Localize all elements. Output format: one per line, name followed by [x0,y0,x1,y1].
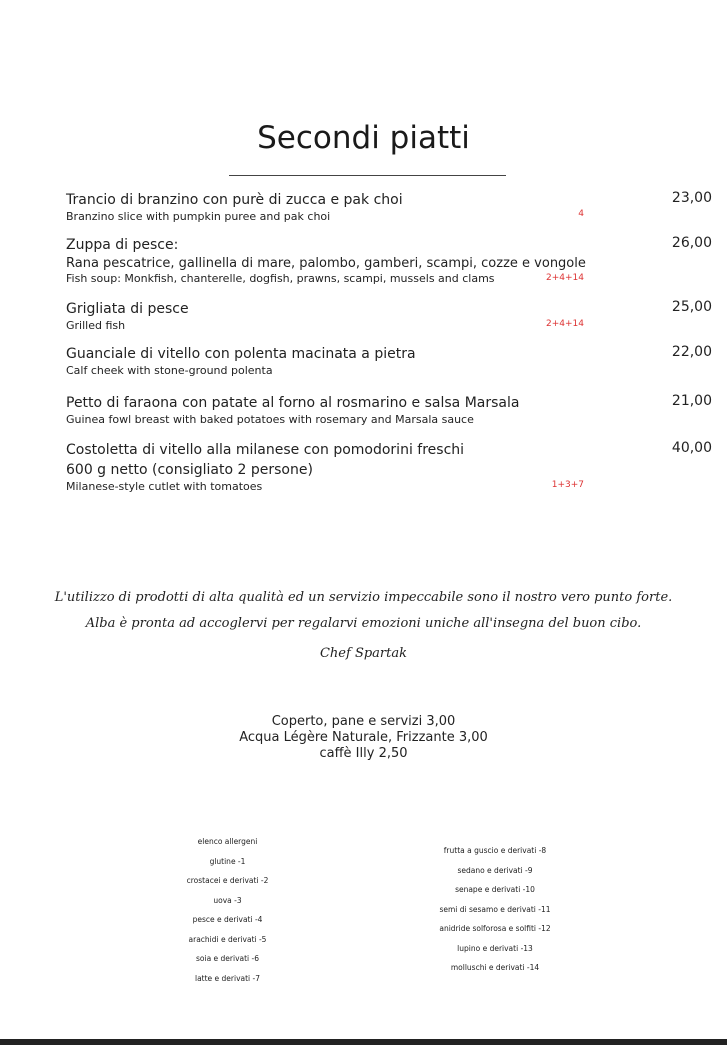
allergen-entry: crostacei e derivati -2 [186,876,269,885]
allergen-entry: lupino e derivati -13 [457,943,533,953]
menu-item [66,190,712,224]
allergen-entry: sedano e derivati -9 [457,865,533,875]
allergen-list-left [160,837,295,993]
chef-signature: Chef Spartak [319,646,407,661]
service-info [0,714,727,762]
item-desc: Milanese-style cutlet with tomatoes [66,480,263,493]
item-desc: Calf cheek with stone-ground polenta [66,364,273,377]
item-desc: Fish soup: Monkfish, chanterelle, dogfish, prawns, scampi, mussels and clams [66,272,495,285]
item-price: 26,00 [671,235,712,251]
item-name: Trancio di branzino con purè di zucca e pak choi [66,192,403,208]
menu-item [66,344,712,378]
allergen-list-right [420,846,570,983]
item-desc: Branzino slice with pumpkin puree and pak choi [66,210,331,223]
allergen-entry: semi di sesamo e derivati -11 [439,904,551,914]
item-name-detail: Rana pescatrice, gallinella di mare, palombo, gamberi, scampi, cozze e vongole [66,256,586,271]
item-allergens: 4 [578,209,584,219]
item-price: 25,00 [671,299,712,315]
water-price: Acqua Légère Naturale, Frizzante 3,00 [239,730,488,745]
allergen-entry: senape e derivati -10 [455,885,535,894]
cover-charge: Coperto, pane e servizi 3,00 [271,714,456,729]
bottom-bar [0,1039,727,1045]
item-allergens: 2+4+14 [546,273,584,283]
item-price: 40,00 [671,440,712,456]
item-allergens: 1+3+7 [551,480,584,490]
item-name: Zuppa di pesce: [66,237,179,253]
item-name-detail: 600 g netto (consigliato 2 persone) [66,462,313,478]
allergen-entry: anidride solforosa e solfiti -12 [439,924,551,933]
item-allergens: 2+4+14 [546,319,584,329]
allergen-entry: arachidi e derivati -5 [188,934,267,944]
allergen-entry: soia e derivati -6 [195,954,260,963]
item-name: Petto di faraona con patate al forno al rosmarino e salsa Marsala [66,395,520,411]
item-name: Costoletta di vitello alla milanese con pomodorini freschi [66,442,465,458]
allergen-entry: glutine -1 [209,856,246,866]
item-name: Guanciale di vitello con polenta macinata a pietra [66,346,416,362]
coffee-price: caffè Illy 2,50 [319,746,408,761]
allergen-entry: uova -3 [213,895,242,905]
menu-item [66,393,712,427]
item-price: 21,00 [671,393,712,409]
menu-item [66,440,712,494]
allergen-entry: pesce e derivati -4 [192,915,263,924]
allergen-entry: molluschi e derivati -14 [450,963,540,972]
quote-line: L'utilizzo di prodotti di alta qualità ed un servizio impeccabile sono il nostro vero punto forte. [54,590,673,605]
menu-item [66,235,712,286]
menu-item [66,299,712,333]
item-price: 22,00 [671,344,712,360]
item-desc: Grilled fish [66,319,126,332]
item-price: 23,00 [671,190,712,206]
page-title: Secondi piatti [257,120,470,156]
item-desc: Guinea fowl breast with baked potatoes with rosemary and Marsala sauce [66,413,474,426]
title-divider [229,175,506,176]
quote-line: Alba è pronta ad accoglervi per regalarvi emozioni uniche all'insegna del buon cibo. [85,616,642,631]
allergen-entry: frutta a guscio e derivati -8 [443,846,547,855]
allergen-heading: elenco allergeni [197,837,258,846]
allergen-entry: latte e derivati -7 [194,973,261,983]
item-name: Grigliata di pesce [66,301,189,317]
